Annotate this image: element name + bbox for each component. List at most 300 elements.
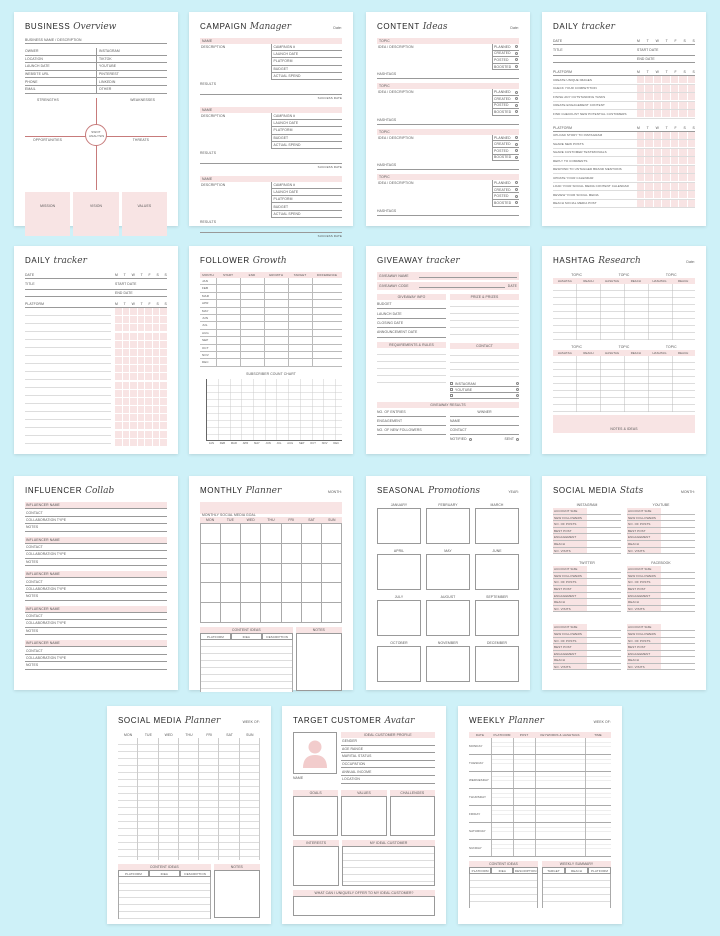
task-check-cell[interactable] xyxy=(671,132,678,139)
task-check-cell[interactable] xyxy=(637,157,644,164)
check-cell[interactable] xyxy=(123,431,130,438)
topic-header xyxy=(553,344,695,350)
check-cell[interactable] xyxy=(160,333,167,340)
check-cell[interactable] xyxy=(123,398,130,405)
title-label: TITLE xyxy=(25,282,35,286)
check-cell[interactable] xyxy=(145,390,152,397)
month-label: APR xyxy=(202,301,209,306)
task-check-cell[interactable] xyxy=(679,149,686,156)
task-check-cell[interactable] xyxy=(688,183,695,190)
check-cell[interactable] xyxy=(153,422,160,429)
task-check-cell[interactable] xyxy=(645,174,652,181)
task-check-cell[interactable] xyxy=(688,93,695,100)
check-cell[interactable] xyxy=(130,316,137,323)
task-check-cell[interactable] xyxy=(671,149,678,156)
check-cell[interactable] xyxy=(115,324,122,331)
task-check-cell[interactable] xyxy=(679,93,686,100)
task-check-cell[interactable] xyxy=(662,157,669,164)
check-cell[interactable] xyxy=(123,382,130,389)
check-cell[interactable] xyxy=(138,333,145,340)
task-check-cell[interactable] xyxy=(671,76,678,83)
task-check-cell[interactable] xyxy=(688,174,695,181)
check-cell[interactable] xyxy=(115,333,122,340)
page-title: DAILY tracker xyxy=(25,256,87,266)
task-check-cell[interactable] xyxy=(688,200,695,207)
check-cell[interactable] xyxy=(115,341,122,348)
task-check-cell[interactable] xyxy=(637,200,644,207)
task-check-cell[interactable] xyxy=(645,166,652,173)
check-cell[interactable] xyxy=(153,406,160,413)
task-checks xyxy=(637,200,695,207)
check-cell[interactable] xyxy=(115,414,122,421)
status-row xyxy=(493,200,519,207)
check-cell[interactable] xyxy=(153,414,160,421)
task-check-cell[interactable] xyxy=(688,85,695,92)
platform-label: YOUTUBE xyxy=(455,387,473,392)
task-check-cell[interactable] xyxy=(671,183,678,190)
task-check-cell[interactable] xyxy=(645,85,652,92)
check-cell[interactable] xyxy=(145,398,152,405)
check-cell[interactable] xyxy=(115,365,122,372)
task-check-cell[interactable] xyxy=(654,132,661,139)
task-check-cell[interactable] xyxy=(662,174,669,181)
check-cell[interactable] xyxy=(153,382,160,389)
task-check-cell[interactable] xyxy=(671,140,678,147)
day-cell xyxy=(585,823,611,839)
task-check-cell[interactable] xyxy=(637,93,644,100)
campaign-name-label: NAME xyxy=(200,176,342,182)
platform-checkbox[interactable] xyxy=(450,394,453,397)
check-cell[interactable] xyxy=(123,333,130,340)
check-cell[interactable] xyxy=(160,422,167,429)
check-cell[interactable] xyxy=(115,316,122,323)
check-cell[interactable] xyxy=(130,341,137,348)
task-check-cell[interactable] xyxy=(662,132,669,139)
task-check-cell[interactable] xyxy=(654,85,661,92)
check-cell[interactable] xyxy=(138,414,145,421)
check-cell[interactable] xyxy=(138,439,145,446)
check-cell[interactable] xyxy=(138,398,145,405)
calendar-cell xyxy=(322,583,342,603)
check-cell[interactable] xyxy=(153,349,160,356)
check-cell[interactable] xyxy=(160,390,167,397)
check-cell[interactable] xyxy=(160,308,167,315)
check-cell[interactable] xyxy=(138,349,145,356)
status-checklist xyxy=(493,135,519,161)
check-cell[interactable] xyxy=(130,414,137,421)
status-checkbox[interactable] xyxy=(515,181,518,184)
growth-row xyxy=(200,278,342,285)
task-check-cell[interactable] xyxy=(645,183,652,190)
check-cell[interactable] xyxy=(145,373,152,380)
platform-dot[interactable] xyxy=(516,394,519,397)
check-cell[interactable] xyxy=(130,382,137,389)
check-cell[interactable] xyxy=(123,308,130,315)
check-cell[interactable] xyxy=(123,373,130,380)
check-cell[interactable] xyxy=(160,316,167,323)
check-cell[interactable] xyxy=(153,439,160,446)
task-label: UPDATE YOUR CALENDAR xyxy=(553,175,594,180)
day-cell xyxy=(513,755,535,771)
check-cell[interactable] xyxy=(138,422,145,429)
task-check-cell[interactable] xyxy=(671,174,678,181)
calendar-cell xyxy=(201,603,221,623)
task-check-cell[interactable] xyxy=(679,85,686,92)
status-checkbox[interactable] xyxy=(515,149,518,152)
task-check-cell[interactable] xyxy=(688,166,695,173)
check-cell[interactable] xyxy=(145,316,152,323)
day-cell xyxy=(513,789,535,805)
growth-cell xyxy=(288,300,312,306)
check-cell[interactable] xyxy=(123,439,130,446)
platform-checkbox[interactable] xyxy=(450,382,453,385)
task-check-cell[interactable] xyxy=(662,93,669,100)
check-cell[interactable] xyxy=(160,357,167,364)
check-cell[interactable] xyxy=(145,439,152,446)
check-cell[interactable] xyxy=(138,324,145,331)
check-cell[interactable] xyxy=(123,324,130,331)
check-cell[interactable] xyxy=(145,422,152,429)
campaign-field: PLATFORM xyxy=(272,127,343,134)
check-cell[interactable] xyxy=(123,406,130,413)
business-field: WEBSITE URL xyxy=(25,71,96,79)
check-cell[interactable] xyxy=(145,324,152,331)
task-check-cell[interactable] xyxy=(637,191,644,198)
task-check-cell[interactable] xyxy=(637,174,644,181)
column-header: REACH xyxy=(678,279,689,283)
check-cell[interactable] xyxy=(130,439,137,446)
metric-label: ENGAGEMENT xyxy=(553,593,587,599)
check-cell[interactable] xyxy=(115,406,122,413)
task-check-cell[interactable] xyxy=(671,166,678,173)
column-header: DATE xyxy=(475,733,485,737)
task-check-cell[interactable] xyxy=(679,191,686,198)
chart-x-label: FEB xyxy=(219,441,226,445)
task-check-cell[interactable] xyxy=(645,93,652,100)
task-check-cell[interactable] xyxy=(671,93,678,100)
task-check-cell[interactable] xyxy=(654,110,661,117)
check-cell[interactable] xyxy=(153,365,160,372)
giveaway-field: BUDGET xyxy=(377,300,446,309)
check-cell[interactable] xyxy=(160,398,167,405)
task-check-cell[interactable] xyxy=(645,200,652,207)
check-cell[interactable] xyxy=(160,382,167,389)
task-check-cell[interactable] xyxy=(688,132,695,139)
campaign-field: CAMPAIGN # xyxy=(272,44,343,51)
check-cell[interactable] xyxy=(160,431,167,438)
task-check-cell[interactable] xyxy=(654,102,661,109)
metric-label: NO. OF POSTS xyxy=(627,521,661,527)
check-cell[interactable] xyxy=(123,357,130,364)
task-check-cell[interactable] xyxy=(654,93,661,100)
task-check-cell[interactable] xyxy=(662,200,669,207)
task-check-cell[interactable] xyxy=(637,183,644,190)
task-check-cell[interactable] xyxy=(679,140,686,147)
check-cell[interactable] xyxy=(138,308,145,315)
task-check-cell[interactable] xyxy=(645,149,652,156)
platform-dot[interactable] xyxy=(516,382,519,385)
notified-checkbox[interactable] xyxy=(469,438,472,441)
platform-checkbox[interactable] xyxy=(450,388,453,391)
check-cell[interactable] xyxy=(160,414,167,421)
check-cell[interactable] xyxy=(138,382,145,389)
check-cell[interactable] xyxy=(123,390,130,397)
task-check-cell[interactable] xyxy=(645,157,652,164)
task-check-cell[interactable] xyxy=(662,76,669,83)
task-check-cell[interactable] xyxy=(654,183,661,190)
task-check-cell[interactable] xyxy=(671,102,678,109)
task-check-cell[interactable] xyxy=(637,110,644,117)
status-checkbox[interactable] xyxy=(515,136,518,139)
check-cell[interactable] xyxy=(138,373,145,380)
check-cell[interactable] xyxy=(145,349,152,356)
task-check-cell[interactable] xyxy=(645,191,652,198)
check-cell[interactable] xyxy=(145,431,152,438)
check-cell[interactable] xyxy=(153,398,160,405)
status-checkbox[interactable] xyxy=(515,201,518,204)
check-cell[interactable] xyxy=(115,439,122,446)
chart-x-label: JUN xyxy=(265,441,271,445)
platform-label: FACEBOOK xyxy=(651,561,671,566)
task-check-cell[interactable] xyxy=(679,110,686,117)
status-checkbox[interactable] xyxy=(515,91,518,94)
check-cell[interactable] xyxy=(123,365,130,372)
task-check-cell[interactable] xyxy=(688,149,695,156)
column-header: HASHTAG xyxy=(652,351,667,355)
check-cell[interactable] xyxy=(123,349,130,356)
check-cell[interactable] xyxy=(145,341,152,348)
month-label: JANUARY xyxy=(390,503,408,507)
check-cell[interactable] xyxy=(145,406,152,413)
task-check-cell[interactable] xyxy=(645,132,652,139)
sent-checkbox[interactable] xyxy=(516,438,519,441)
check-cell[interactable] xyxy=(153,357,160,364)
task-check-cell[interactable] xyxy=(654,174,661,181)
check-cell[interactable] xyxy=(153,341,160,348)
status-checkbox[interactable] xyxy=(515,110,518,113)
check-cell[interactable] xyxy=(145,382,152,389)
check-cell[interactable] xyxy=(153,373,160,380)
influencer-field: NOTES xyxy=(25,628,167,635)
task-check-cell[interactable] xyxy=(671,191,678,198)
task-check-cell[interactable] xyxy=(637,166,644,173)
task-check-cell[interactable] xyxy=(688,140,695,147)
check-cell[interactable] xyxy=(115,308,122,315)
check-cell[interactable] xyxy=(138,316,145,323)
task-check-cell[interactable] xyxy=(662,183,669,190)
status-checkbox[interactable] xyxy=(515,97,518,100)
task-check-cell[interactable] xyxy=(637,102,644,109)
check-cell[interactable] xyxy=(123,316,130,323)
check-cell[interactable] xyxy=(153,431,160,438)
platform-dot[interactable] xyxy=(516,388,519,391)
check-cell[interactable] xyxy=(130,373,137,380)
check-cell[interactable] xyxy=(130,357,137,364)
growth-cell xyxy=(264,322,288,328)
day-cell xyxy=(491,806,513,822)
task-check-cell[interactable] xyxy=(654,166,661,173)
task-check-cell[interactable] xyxy=(654,140,661,147)
goals-label: GOALS xyxy=(293,790,338,796)
task-check-cell[interactable] xyxy=(654,200,661,207)
growth-cell xyxy=(216,352,240,358)
idea-row xyxy=(377,180,519,206)
check-cell[interactable] xyxy=(153,390,160,397)
check-cell[interactable] xyxy=(130,333,137,340)
check-cell[interactable] xyxy=(130,390,137,397)
check-cell[interactable] xyxy=(153,324,160,331)
chart-x-label: AUG xyxy=(287,441,294,445)
check-cell[interactable] xyxy=(138,365,145,372)
check-cell[interactable] xyxy=(138,390,145,397)
status-checkbox[interactable] xyxy=(515,45,518,48)
check-cell[interactable] xyxy=(160,324,167,331)
check-cell[interactable] xyxy=(160,439,167,446)
check-cell[interactable] xyxy=(145,414,152,421)
task-check-cell[interactable] xyxy=(662,85,669,92)
task-check-cell[interactable] xyxy=(679,183,686,190)
check-cell[interactable] xyxy=(160,373,167,380)
swot-circle: SWOT ANALYSIS xyxy=(85,124,107,146)
check-cell[interactable] xyxy=(115,373,122,380)
task-check-cell[interactable] xyxy=(654,76,661,83)
campaign-field: PLATFORM xyxy=(272,196,343,203)
check-cell[interactable] xyxy=(153,333,160,340)
task-check-cell[interactable] xyxy=(645,140,652,147)
task-check-cell[interactable] xyxy=(654,149,661,156)
check-cell[interactable] xyxy=(130,349,137,356)
check-cell[interactable] xyxy=(115,349,122,356)
task-check-cell[interactable] xyxy=(662,149,669,156)
business-right-fields xyxy=(96,48,167,94)
check-cell[interactable] xyxy=(130,324,137,331)
task-check-cell[interactable] xyxy=(637,85,644,92)
task-check-cell[interactable] xyxy=(637,132,644,139)
status-row xyxy=(493,148,519,155)
status-checkbox[interactable] xyxy=(515,65,518,68)
status-checkbox[interactable] xyxy=(515,52,518,55)
check-cell[interactable] xyxy=(145,308,152,315)
task-check-cell[interactable] xyxy=(688,191,695,198)
influencer-field: INFLUENCER NAME xyxy=(25,502,167,509)
metric-label: NEW FOLLOWERS xyxy=(627,631,661,637)
day-row xyxy=(469,840,611,857)
check-cell[interactable] xyxy=(160,341,167,348)
task-check-cell[interactable] xyxy=(679,157,686,164)
task-check-cell[interactable] xyxy=(688,157,695,164)
influencer-field: COLLABORATION TYPE xyxy=(25,586,167,593)
task-check-cell[interactable] xyxy=(688,102,695,109)
check-cell[interactable] xyxy=(130,308,137,315)
check-cell[interactable] xyxy=(115,382,122,389)
content-ideas-page xyxy=(366,12,530,226)
check-cell[interactable] xyxy=(115,431,122,438)
check-cell[interactable] xyxy=(130,431,137,438)
task-check-cell[interactable] xyxy=(679,174,686,181)
check-cell[interactable] xyxy=(138,406,145,413)
task-check-cell[interactable] xyxy=(654,157,661,164)
check-cell[interactable] xyxy=(160,365,167,372)
task-check-cell[interactable] xyxy=(637,149,644,156)
task-check-cell[interactable] xyxy=(679,166,686,173)
day-column xyxy=(118,738,138,860)
influencer-block xyxy=(25,502,167,532)
check-cell[interactable] xyxy=(123,414,130,421)
task-check-cell[interactable] xyxy=(679,102,686,109)
check-cell[interactable] xyxy=(145,365,152,372)
task-check-cell[interactable] xyxy=(662,191,669,198)
day-label: FRIDAY xyxy=(469,812,481,816)
check-cell[interactable] xyxy=(130,422,137,429)
check-cell[interactable] xyxy=(115,390,122,397)
check-cell[interactable] xyxy=(130,398,137,405)
task-check-cell[interactable] xyxy=(645,102,652,109)
check-cell[interactable] xyxy=(123,341,130,348)
check-cell[interactable] xyxy=(160,349,167,356)
task-check-cell[interactable] xyxy=(679,200,686,207)
check-cell[interactable] xyxy=(138,431,145,438)
task-check-cell[interactable] xyxy=(662,110,669,117)
day-row xyxy=(469,755,611,772)
status-checkbox[interactable] xyxy=(515,104,518,107)
status-checkbox[interactable] xyxy=(515,195,518,198)
status-checkbox[interactable] xyxy=(515,188,518,191)
task-check-cell[interactable] xyxy=(645,76,652,83)
task-check-cell[interactable] xyxy=(688,76,695,83)
content-idea-block xyxy=(377,174,519,215)
check-cell[interactable] xyxy=(145,333,152,340)
task-check-cell[interactable] xyxy=(637,140,644,147)
task-check-cell[interactable] xyxy=(671,200,678,207)
status-checkbox[interactable] xyxy=(515,143,518,146)
check-cell[interactable] xyxy=(145,357,152,364)
status-label: POSTED xyxy=(494,103,509,108)
check-cell[interactable] xyxy=(130,365,137,372)
task-check-cell[interactable] xyxy=(671,157,678,164)
task-check-cell[interactable] xyxy=(662,102,669,109)
check-cell[interactable] xyxy=(115,422,122,429)
task-check-cell[interactable] xyxy=(679,76,686,83)
task-check-cell[interactable] xyxy=(637,76,644,83)
status-checkbox[interactable] xyxy=(515,58,518,61)
check-cell[interactable] xyxy=(160,406,167,413)
task-check-cell[interactable] xyxy=(679,132,686,139)
task-check-cell[interactable] xyxy=(662,140,669,147)
task-check-cell[interactable] xyxy=(654,191,661,198)
column-header: DESCRIPTION xyxy=(514,868,537,873)
check-cell[interactable] xyxy=(115,357,122,364)
check-cell[interactable] xyxy=(138,341,145,348)
status-label: CREATED xyxy=(494,142,511,147)
check-cell[interactable] xyxy=(138,357,145,364)
chart-x-labels xyxy=(206,442,342,445)
check-cell[interactable] xyxy=(153,316,160,323)
metric-row xyxy=(627,638,695,645)
check-cell[interactable] xyxy=(130,406,137,413)
check-cell[interactable] xyxy=(153,308,160,315)
task-check-cell[interactable] xyxy=(671,110,678,117)
task-check-cell[interactable] xyxy=(645,110,652,117)
metric-value xyxy=(661,508,695,514)
task-check-cell[interactable] xyxy=(662,166,669,173)
task-check-cell[interactable] xyxy=(688,110,695,117)
check-cell[interactable] xyxy=(123,422,130,429)
status-checkbox[interactable] xyxy=(515,156,518,159)
check-cell[interactable] xyxy=(115,398,122,405)
growth-row xyxy=(200,308,342,315)
task-check-cell[interactable] xyxy=(671,85,678,92)
platform-stats xyxy=(553,560,621,612)
